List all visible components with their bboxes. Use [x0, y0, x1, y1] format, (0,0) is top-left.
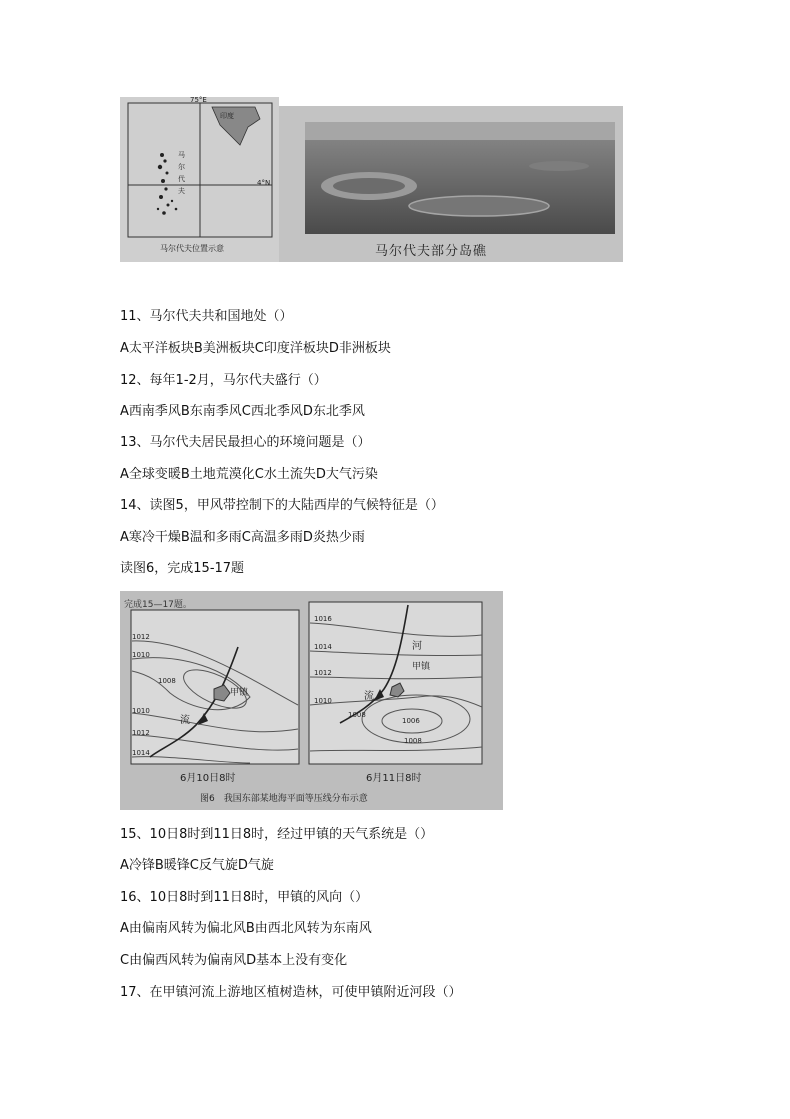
question-16: 16、10日8时到11日8时，甲镇的风向（）	[120, 890, 369, 905]
left-isobar-panel	[130, 609, 300, 765]
question-15: 15、10日8时到11日8时，经过甲镇的天气系统是（）	[120, 827, 434, 842]
maldives-atoll-photo	[279, 106, 623, 262]
left-isobar-label-2: 1010	[132, 651, 150, 659]
right-isobar-label-2: 1014	[314, 643, 332, 651]
right-isobar-label-3: 1012	[314, 669, 332, 677]
left-river-label: 流	[180, 715, 190, 726]
right-isobar-label-7: 1008	[404, 737, 422, 745]
figure-6-top-text: 完成15—17题。	[124, 600, 192, 610]
photo-drawing	[279, 106, 623, 262]
photo-caption: 马尔代夫部分岛礁	[375, 244, 488, 259]
maldives-label: 马尔代夫	[178, 151, 185, 195]
question-11: 11、马尔代夫共和国地处（）	[120, 309, 293, 324]
right-river-top-label: 河	[412, 641, 422, 652]
right-date-label: 6月11日8时	[366, 773, 422, 784]
options-15: A冷锋B暖锋C反气旋D气旋	[120, 858, 274, 873]
map-caption: 马尔代夫位置示意	[160, 244, 224, 253]
figure-6-isobar-maps	[120, 591, 503, 810]
right-isobar-label-1: 1016	[314, 615, 332, 623]
left-town-label: 甲镇	[230, 688, 249, 698]
left-isobar-drawing	[130, 609, 300, 765]
options-13: A全球变暖B土地荒漠化C水土流失D大气污染	[120, 467, 378, 482]
map-drawing	[120, 97, 279, 262]
right-isobar-label-6: 1006	[402, 717, 420, 725]
right-isobar-label-5: 1008	[348, 711, 366, 719]
india-label: 印度	[220, 112, 234, 120]
question-17: 17、在甲镇河流上游地区植树造林，可使甲镇附近河段（）	[120, 985, 462, 1000]
left-isobar-label-5: 1012	[132, 729, 150, 737]
question-13: 13、马尔代夫居民最担心的环境问题是（）	[120, 435, 371, 450]
latitude-label: 4°N	[257, 179, 271, 187]
options-12: A西南季风B东南季风C西北季风D东北季风	[120, 404, 365, 419]
question-12: 12、每年1-2月，马尔代夫盛行（）	[120, 373, 327, 388]
left-isobar-label-1: 1012	[132, 633, 150, 641]
left-date-label: 6月10日8时	[180, 773, 236, 784]
left-isobar-label-4: 1010	[132, 707, 150, 715]
options-16-line-2: C由偏西风转为偏南风D基本上没有变化	[120, 953, 348, 968]
figure-6-caption: 图6 我国东部某地海平面等压线分布示意	[200, 794, 368, 804]
intro-figure-6: 读图6，完成15-17题	[120, 561, 245, 576]
options-11: A太平洋板块B美洲板块C印度洋板块D非洲板块	[120, 341, 391, 356]
longitude-label: 75°E	[190, 96, 207, 104]
right-isobar-drawing	[308, 601, 483, 765]
right-isobar-label-4: 1010	[314, 697, 332, 705]
left-isobar-label-3: 1008	[158, 677, 176, 685]
options-16-line-1: A由偏南风转为偏北风B由西北风转为东南风	[120, 921, 372, 936]
question-14: 14、读图5，甲风带控制下的大陆西岸的气候特征是（）	[120, 498, 444, 513]
left-isobar-label-6: 1014	[132, 749, 150, 757]
right-town-label: 甲镇	[412, 662, 431, 672]
maldives-location-map	[120, 97, 279, 262]
right-isobar-panel	[308, 601, 483, 765]
right-river-label: 流	[364, 691, 374, 702]
options-14: A寒冷干燥B温和多雨C高温多雨D炎热少雨	[120, 530, 365, 545]
